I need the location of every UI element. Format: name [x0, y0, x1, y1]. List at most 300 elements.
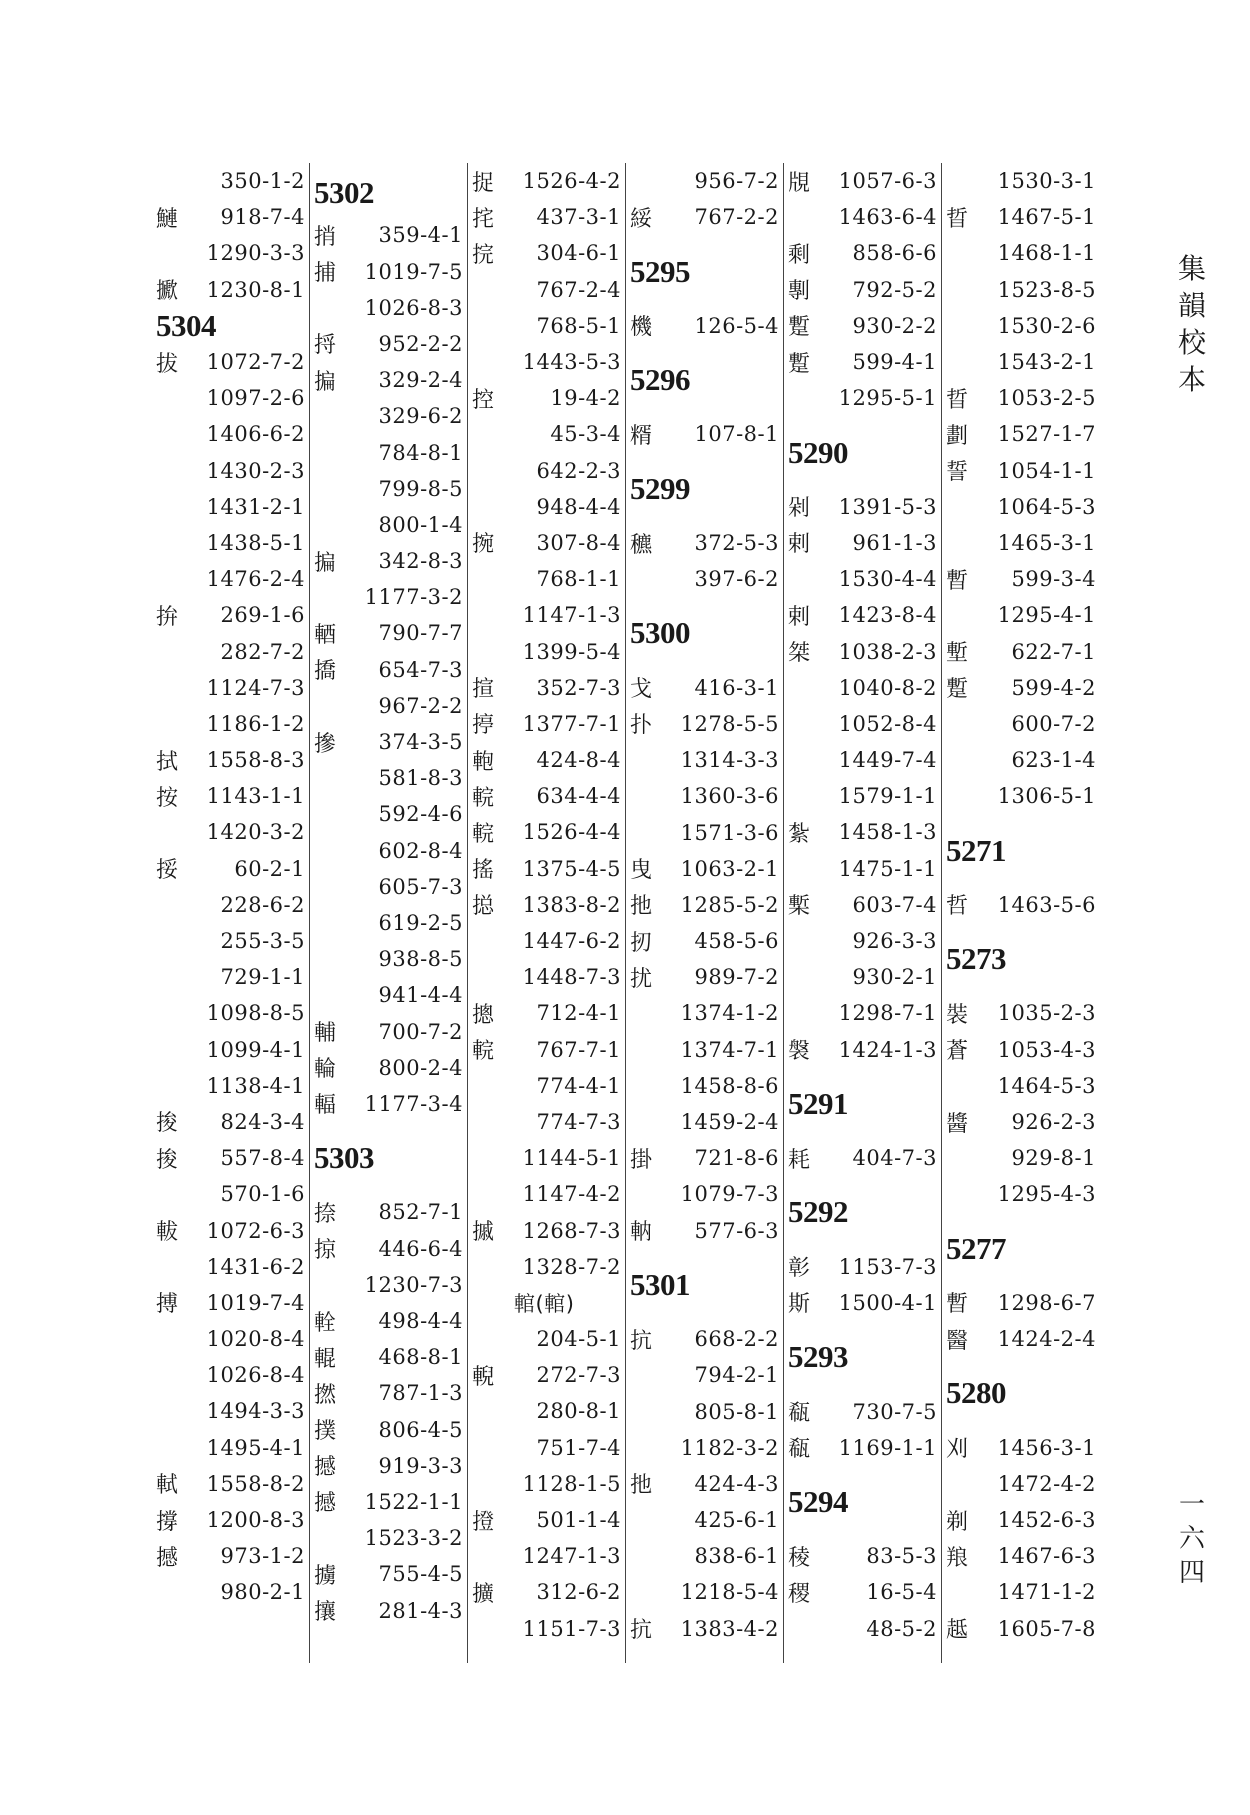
index-entry	[788, 1430, 937, 1466]
entry-reference: 307-8-4	[536, 530, 621, 555]
index-entry	[630, 561, 779, 597]
index-entry	[788, 742, 937, 778]
section-number: 5300	[630, 615, 690, 651]
entry-reference: 967-2-2	[378, 693, 463, 718]
section-number: 5303	[314, 1140, 374, 1176]
index-entry	[946, 670, 1096, 706]
index-entry	[788, 1574, 937, 1610]
entry-reference: 603-7-4	[852, 892, 937, 917]
entry-reference: 1169-1-1	[838, 1435, 937, 1460]
entry-reference: 1138-4-1	[206, 1073, 305, 1098]
entry-reference: 280-8-1	[536, 1399, 621, 1424]
entry-reference: 83-5-3	[866, 1544, 937, 1569]
entry-reference: 1019-7-4	[206, 1290, 305, 1315]
entry-character: 搃	[472, 894, 495, 920]
index-entry	[314, 796, 463, 832]
index-entry	[314, 760, 463, 796]
index-entry	[630, 887, 779, 923]
index-entry	[630, 670, 779, 706]
index-entry	[472, 1393, 621, 1429]
entry-reference: 372-5-3	[694, 531, 779, 556]
entry-reference: 1543-2-1	[997, 350, 1096, 375]
entry-character: 捘	[156, 1147, 179, 1173]
entry-character: 斯	[788, 1292, 811, 1318]
entry-character: 瓻	[788, 1437, 811, 1463]
index-entry	[472, 1032, 621, 1068]
index-entry	[630, 199, 779, 235]
entry-reference: 1447-6-2	[522, 929, 621, 954]
entry-reference: 1424-2-4	[997, 1327, 1096, 1352]
entry-reference: 787-1-3	[378, 1381, 463, 1406]
entry-reference: 800-1-4	[378, 512, 463, 537]
entry-reference: 1523-8-5	[997, 277, 1096, 302]
entry-character: 摻	[314, 731, 337, 757]
index-entry	[314, 398, 463, 434]
index-entry	[946, 1140, 1096, 1176]
entry-reference: 1128-1-5	[522, 1471, 621, 1496]
index-entry	[630, 1357, 779, 1393]
index-entry	[472, 1357, 621, 1393]
entry-character: 抗	[630, 1328, 653, 1354]
section-number: 5277	[946, 1230, 1006, 1266]
index-columns	[152, 163, 1102, 1663]
index-entry	[630, 959, 779, 995]
entry-reference: 1098-8-5	[206, 1001, 305, 1026]
entry-reference: 1374-1-2	[680, 1001, 779, 1026]
entry-reference: 1471-1-2	[997, 1580, 1096, 1605]
index-entry	[788, 814, 937, 850]
index-entry	[472, 887, 621, 923]
index-entry	[314, 941, 463, 977]
index-entry	[314, 1375, 463, 1411]
entry-character: 軷	[156, 1220, 179, 1246]
index-entry	[946, 778, 1096, 814]
entry-character: 誓	[946, 460, 969, 486]
index-entry	[156, 1140, 305, 1176]
index-entry	[472, 453, 621, 489]
index-entry	[472, 959, 621, 995]
entry-character: 扰	[630, 966, 653, 992]
index-entry	[630, 1032, 779, 1068]
index-entry	[946, 525, 1096, 561]
entry-reference: 1278-5-5	[680, 711, 779, 736]
section-number: 5301	[630, 1266, 690, 1302]
index-entry	[788, 163, 937, 199]
index-entry	[630, 1430, 779, 1466]
entry-reference: 1147-1-3	[522, 603, 621, 628]
entry-reference: 557-8-4	[220, 1146, 305, 1171]
entry-reference: 1458-1-3	[838, 820, 937, 845]
index-entry	[314, 905, 463, 941]
entry-reference: 619-2-5	[378, 910, 463, 935]
entry-character: 扑	[630, 713, 653, 739]
entry-character: 輐	[472, 821, 495, 847]
entry-character: 撼	[314, 1455, 337, 1481]
entry-reference: 1072-6-3	[206, 1218, 305, 1243]
entry-character: 撟	[314, 659, 337, 685]
entry-reference: 930-2-1	[852, 965, 937, 990]
entry-reference: 1530-3-1	[997, 169, 1096, 194]
index-entry	[472, 851, 621, 887]
entry-reference: 1468-1-1	[997, 241, 1096, 266]
entry-character: 揎	[472, 677, 495, 703]
index-entry	[314, 1339, 463, 1375]
entry-character: 按	[156, 785, 179, 811]
entry-reference: 1463-6-4	[838, 205, 937, 230]
index-entry	[946, 1430, 1096, 1466]
entry-reference: 1099-4-1	[206, 1037, 305, 1062]
index-entry	[472, 1502, 621, 1538]
entry-reference: 790-7-7	[378, 621, 463, 646]
entry-reference: 374-3-5	[378, 730, 463, 755]
entry-character: 撐	[156, 1509, 179, 1535]
entry-character: 捎	[314, 224, 337, 250]
entry-reference: 1230-8-1	[206, 277, 305, 302]
index-entry	[788, 1538, 937, 1574]
entry-reference: 600-7-2	[1011, 711, 1096, 736]
entry-reference: 599-3-4	[1011, 567, 1096, 592]
entry-reference: 1472-4-2	[997, 1471, 1096, 1496]
entry-reference: 1360-3-6	[680, 784, 779, 809]
entry-character: 撜	[472, 1509, 495, 1535]
index-entry	[314, 652, 463, 688]
index-entry	[314, 1013, 463, 1049]
entry-character: 捕	[314, 261, 337, 287]
index-entry	[314, 434, 463, 470]
entry-reference: 668-2-2	[694, 1327, 779, 1352]
index-entry	[630, 1393, 779, 1429]
entry-reference: 1530-4-4	[838, 567, 937, 592]
entry-character: 暫	[946, 1292, 969, 1318]
entry-reference: 926-2-3	[1011, 1110, 1096, 1134]
entry-reference: 1053-4-3	[997, 1037, 1096, 1062]
index-entry	[630, 706, 779, 742]
index-entry	[314, 1050, 463, 1086]
entry-character: 剩	[788, 242, 811, 268]
index-entry	[472, 1212, 621, 1248]
index-entry	[630, 814, 779, 850]
index-entry	[156, 1032, 305, 1068]
index-entry	[946, 163, 1096, 199]
index-entry	[630, 1611, 779, 1647]
index-entry	[156, 344, 305, 380]
index-entry	[788, 959, 937, 995]
entry-reference: 712-4-1	[536, 1001, 621, 1026]
entry-character: 摠	[472, 1002, 495, 1028]
entry-reference: 1558-8-3	[206, 748, 305, 773]
entry-character: 擄	[314, 1563, 337, 1589]
entry-reference: 446-6-4	[378, 1236, 463, 1261]
index-entry	[156, 272, 305, 308]
entry-reference: 1144-5-1	[522, 1146, 621, 1171]
index-entry	[788, 851, 937, 887]
entry-reference: 1424-1-3	[838, 1037, 937, 1062]
index-entry	[472, 1611, 621, 1647]
index-entry	[788, 344, 937, 380]
index-entry	[946, 1285, 1096, 1321]
entry-character: 搏	[156, 1292, 179, 1318]
entry-reference: 768-5-1	[536, 313, 621, 338]
index-entry	[630, 1213, 779, 1249]
entry-character: 撲	[314, 1419, 337, 1445]
index-entry	[946, 272, 1096, 308]
entry-reference: 973-1-2	[220, 1544, 305, 1569]
index-entry	[314, 217, 463, 253]
index-entry	[156, 163, 305, 199]
entry-reference: 784-8-1	[378, 440, 463, 465]
index-entry	[314, 1194, 463, 1230]
entry-reference: 824-3-4	[220, 1109, 305, 1134]
entry-reference: 858-6-6	[852, 241, 937, 266]
entry-reference: 255-3-5	[220, 929, 305, 954]
index-entry	[472, 344, 621, 380]
section-number: 5273	[946, 941, 1006, 977]
entry-character: 蹔	[788, 315, 811, 341]
index-entry	[472, 235, 621, 271]
entry-reference: 1053-2-5	[997, 386, 1096, 411]
entry-reference: 1040-8-2	[838, 675, 937, 700]
entry-reference: 1143-1-1	[206, 784, 305, 809]
index-entry	[156, 1104, 305, 1140]
entry-reference: 1522-1-1	[364, 1489, 463, 1514]
entry-reference: 281-4-3	[378, 1598, 463, 1623]
entry-reference: 1375-4-5	[522, 856, 621, 881]
entry-reference: 730-7-5	[852, 1399, 937, 1424]
entry-reference: 622-7-1	[1011, 639, 1096, 664]
index-entry	[788, 235, 937, 271]
entry-reference: 919-3-3	[378, 1453, 463, 1478]
index-entry	[156, 778, 305, 814]
section-number: 5294	[788, 1484, 848, 1519]
entry-reference: 397-6-2	[694, 567, 779, 592]
index-entry	[630, 1466, 779, 1502]
entry-reference: 1391-5-3	[838, 494, 937, 519]
index-entry	[156, 1393, 305, 1429]
entry-reference: 1200-8-3	[206, 1508, 305, 1533]
entry-reference: 1147-4-2	[522, 1182, 621, 1207]
entry-character: 戈	[630, 677, 653, 703]
entry-reference: 1406-6-2	[206, 422, 305, 447]
index-entry	[156, 561, 305, 597]
index-entry	[156, 1321, 305, 1357]
index-entry	[156, 1212, 305, 1248]
entry-character: 裝	[946, 1002, 969, 1028]
index-entry	[788, 272, 937, 308]
entry-reference: 1298-6-7	[997, 1290, 1096, 1315]
section-number: 5290	[788, 434, 848, 470]
entry-character: 輪	[314, 1057, 337, 1083]
section-number: 5291	[788, 1085, 848, 1121]
index-column	[626, 163, 784, 1663]
index-entry	[314, 253, 463, 289]
index-entry	[946, 1032, 1096, 1068]
entry-reference: 1452-6-3	[997, 1508, 1096, 1533]
index-entry	[630, 1140, 779, 1176]
entry-reference: 800-2-4	[378, 1055, 463, 1080]
entry-reference: 425-6-1	[694, 1508, 779, 1533]
entry-character: 稷	[788, 1581, 811, 1607]
entry-character: 掛	[630, 1147, 653, 1173]
index-entry	[314, 543, 463, 579]
entry-reference: 1097-2-6	[206, 386, 305, 411]
index-entry	[314, 1556, 463, 1592]
entry-character: 捘	[156, 1111, 179, 1137]
index-entry	[314, 1412, 463, 1448]
book-title: 集 韻 校 本	[1177, 252, 1206, 396]
index-entry	[314, 1484, 463, 1520]
index-entry	[156, 1430, 305, 1466]
index-entry	[788, 1032, 937, 1068]
entry-reference: 1026-8-3	[364, 295, 463, 320]
entry-reference: 1527-1-7	[997, 422, 1096, 447]
entry-character: 糈	[630, 423, 653, 449]
entry-character: 捥	[472, 532, 495, 558]
index-entry	[314, 1592, 463, 1628]
entry-reference: 642-2-3	[536, 458, 621, 483]
entry-character: 醬	[946, 1111, 969, 1137]
entry-reference: 806-4-5	[378, 1417, 463, 1442]
entry-reference: 980-2-1	[220, 1580, 305, 1605]
entry-character: 拚	[156, 604, 179, 630]
entry-reference: 19-4-2	[550, 386, 621, 411]
entry-character: 刈	[946, 1437, 969, 1463]
entry-reference: 282-7-2	[220, 639, 305, 664]
index-entry	[946, 633, 1096, 669]
entry-character: 撼	[314, 1491, 337, 1517]
index-entry	[156, 851, 305, 887]
entry-reference: 1153-7-3	[838, 1254, 937, 1279]
index-entry	[472, 489, 621, 525]
entry-reference: 1458-8-6	[680, 1073, 779, 1098]
entry-reference: 204-5-1	[536, 1327, 621, 1352]
section-number: 5304	[156, 307, 216, 343]
entry-reference: 416-3-1	[694, 675, 779, 700]
entry-character: 輥	[314, 1346, 337, 1372]
index-entry	[314, 1448, 463, 1484]
entry-reference: 805-8-1	[694, 1399, 779, 1424]
entry-reference: 1420-3-2	[206, 820, 305, 845]
entry-reference: 1467-5-1	[997, 205, 1096, 230]
index-entry	[946, 1104, 1096, 1140]
page-number: 一 六 四	[1178, 1490, 1205, 1588]
entry-reference: 1298-7-1	[838, 1001, 937, 1026]
entry-reference: 1383-4-2	[680, 1616, 779, 1641]
entry-variant: 輨(輨)	[514, 1291, 575, 1316]
entry-reference: 228-6-2	[220, 892, 305, 917]
entry-character: 桀	[788, 641, 811, 667]
index-entry	[788, 308, 937, 344]
index-entry	[788, 923, 937, 959]
index-entry	[156, 959, 305, 995]
entry-character: 覑	[788, 170, 811, 196]
index-entry	[472, 272, 621, 308]
entry-character: 撼	[156, 1545, 179, 1571]
index-entry	[788, 706, 937, 742]
entry-character: 稜	[788, 1545, 811, 1571]
index-entry	[156, 706, 305, 742]
index-entry	[630, 525, 779, 561]
entry-reference: 961-1-3	[852, 530, 937, 555]
index-entry	[156, 742, 305, 778]
entry-character: 槧	[788, 894, 811, 920]
index-entry	[946, 416, 1096, 452]
entry-character: 瓻	[788, 1401, 811, 1427]
index-entry	[314, 579, 463, 615]
entry-reference: 342-8-3	[378, 549, 463, 574]
entry-reference: 1054-1-1	[997, 458, 1096, 483]
entry-character: 扡	[630, 894, 653, 920]
index-entry	[630, 995, 779, 1031]
index-entry	[472, 380, 621, 416]
index-entry	[472, 778, 621, 814]
index-entry	[946, 1466, 1096, 1502]
entry-character: 劃	[946, 423, 969, 449]
index-entry	[946, 887, 1096, 923]
index-entry	[788, 1140, 937, 1176]
entry-reference: 1295-5-1	[838, 386, 937, 411]
index-entry	[314, 688, 463, 724]
entry-reference: 126-5-4	[694, 313, 779, 338]
index-entry	[946, 1502, 1096, 1538]
index-entry	[788, 633, 937, 669]
index-entry	[946, 1176, 1096, 1212]
index-column	[152, 163, 310, 1663]
index-entry	[472, 814, 621, 850]
index-entry	[630, 1538, 779, 1574]
index-entry	[472, 1538, 621, 1574]
index-entry	[314, 326, 463, 362]
entry-reference: 1464-5-3	[997, 1073, 1096, 1098]
entry-reference: 1377-7-1	[522, 711, 621, 736]
index-entry	[472, 199, 621, 235]
entry-reference: 577-6-3	[694, 1218, 779, 1243]
index-entry	[788, 199, 937, 235]
index-entry	[156, 1574, 305, 1610]
entry-character: 哲	[946, 894, 969, 920]
entry-reference: 1571-3-6	[680, 820, 779, 845]
index-entry	[472, 1104, 621, 1140]
index-entry	[946, 235, 1096, 271]
entry-character: 控	[472, 387, 495, 413]
entry-reference: 437-3-1	[536, 205, 621, 230]
entry-reference: 929-8-1	[1011, 1146, 1096, 1171]
entry-character: 捺	[314, 1201, 337, 1227]
index-entry	[946, 380, 1096, 416]
index-entry	[472, 742, 621, 778]
entry-reference: 48-5-2	[866, 1616, 937, 1641]
entry-reference: 1456-3-1	[997, 1435, 1096, 1460]
entry-character: 扨	[630, 930, 653, 956]
index-entry	[156, 1176, 305, 1212]
entry-reference: 1247-1-3	[522, 1544, 621, 1569]
entry-reference: 458-5-6	[694, 929, 779, 954]
entry-reference: 1459-2-4	[680, 1110, 779, 1135]
index-entry	[472, 1466, 621, 1502]
index-entry	[946, 1068, 1096, 1104]
entry-reference: 60-2-1	[234, 856, 305, 881]
entry-character: 輏	[314, 622, 337, 648]
index-entry	[788, 1393, 937, 1429]
entry-reference: 1072-7-2	[206, 350, 305, 375]
index-entry	[472, 670, 621, 706]
index-entry	[630, 1176, 779, 1212]
index-entry	[946, 308, 1096, 344]
entry-reference: 794-2-1	[694, 1363, 779, 1388]
index-entry	[156, 453, 305, 489]
entry-reference: 329-2-4	[378, 368, 463, 393]
entry-reference: 989-7-2	[694, 965, 779, 990]
entry-reference: 1399-5-4	[522, 639, 621, 664]
